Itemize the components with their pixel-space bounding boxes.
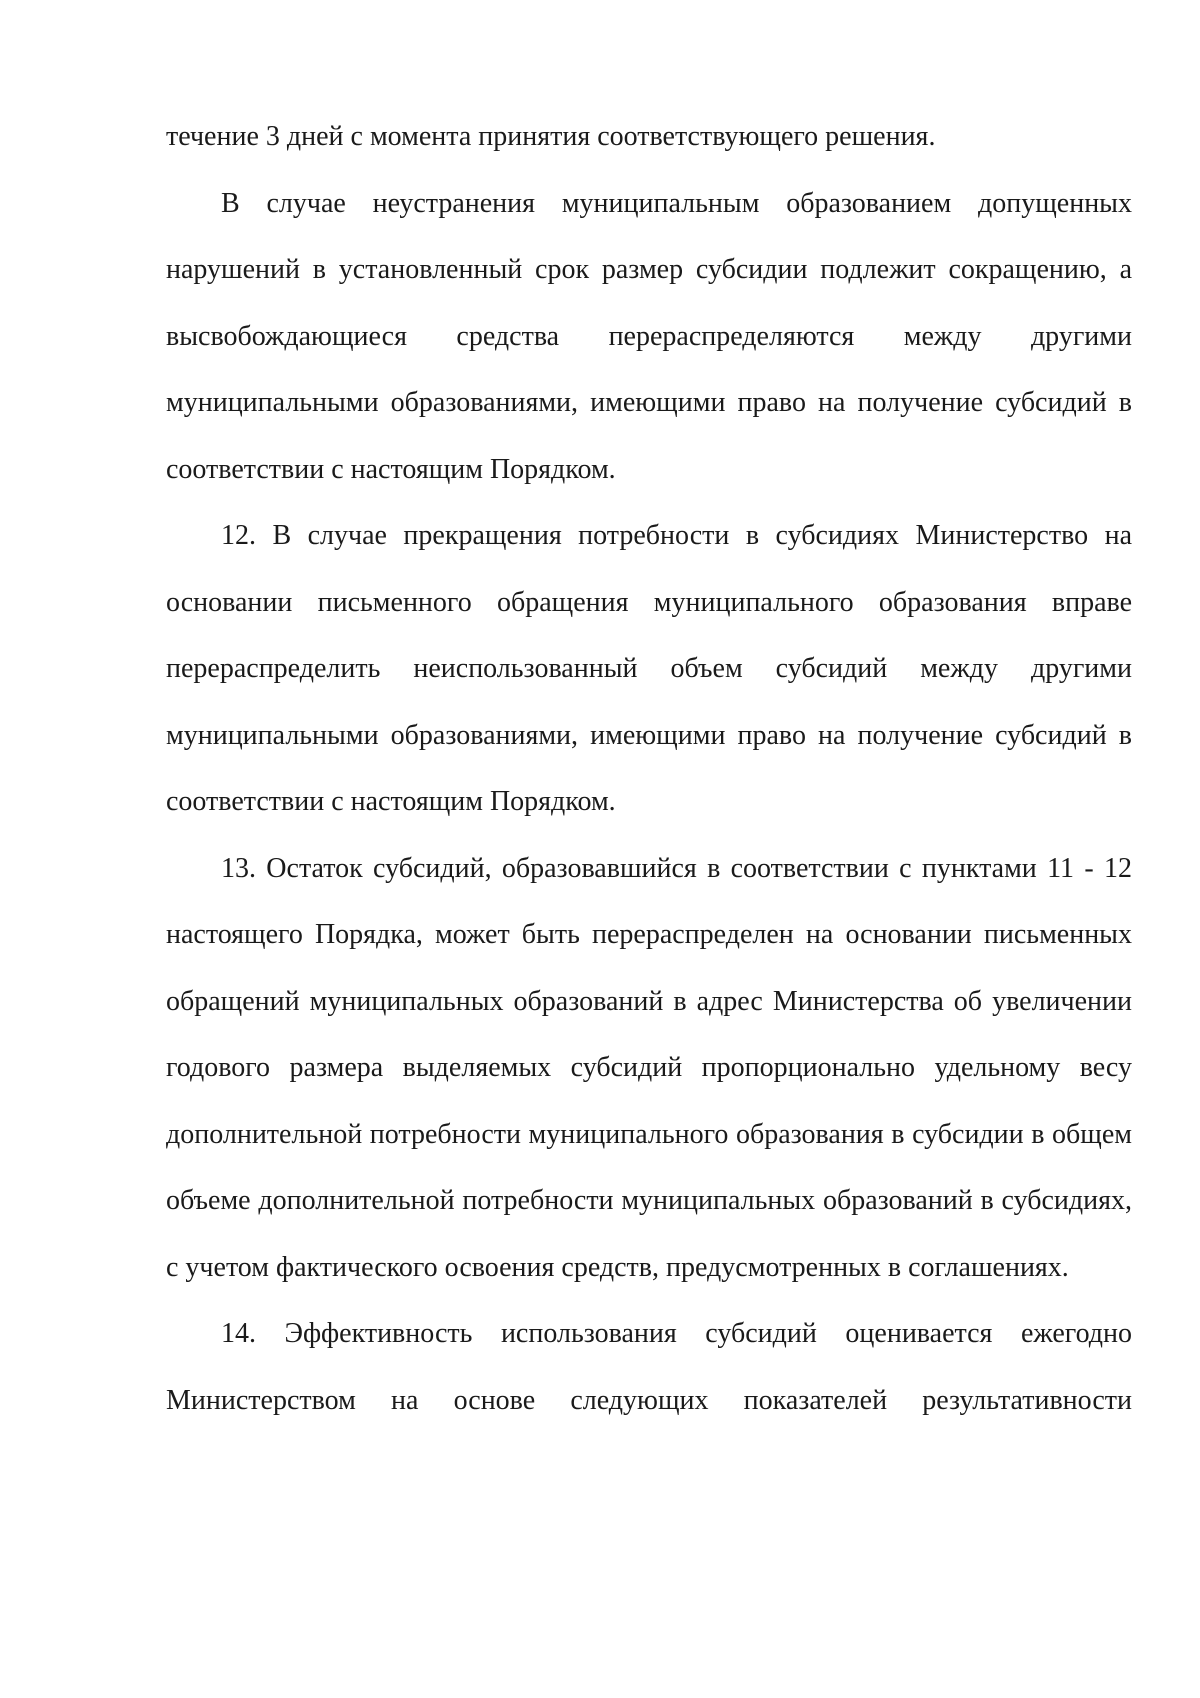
document-body bbox=[166, 104, 1132, 1434]
paragraph-item-12: 12. В случае прекращения потребности в субсидиях Министерство на основании письменного обращения муниципального образования вправе перераспределить неиспользованный объем субсидий между другими муниципальными образованиями, имеющими право на получение субсидий в соответствии с настоящим Порядком. bbox=[166, 520, 1132, 817]
paragraph-continuation: течение 3 дней с момента принятия соответствующего решения. bbox=[166, 121, 936, 152]
paragraph-item-14: 14. Эффективность использования субсидий оценивается ежегодно Министерством на основе следующих показателей результативности bbox=[166, 1318, 1132, 1416]
paragraph-item-13: 13. Остаток субсидий, образовавшийся в соответствии с пунктами 11 - 12 настоящего Порядка, может быть перераспределен на основании письменных обращений муниципальных образований в адрес Министерства об увеличении годового размера выделяемых субсидий пропорционально удельному весу дополнительной потребности муниципального образования в субсидии в общем объеме дополнительной потребности муниципальных образований в субсидиях, с учетом фактического освоения средств, предусмотренных в соглашениях. bbox=[166, 852, 1132, 1283]
paragraph-violations: В случае неустранения муниципальным образованием допущенных нарушений в установленный срок размер субсидии подлежит сокращению, а высвобождающиеся средства перераспределяются между другими муниципальными образованиями, имеющими право на получение субсидий в соответствии с настоящим Порядком. bbox=[166, 187, 1132, 485]
